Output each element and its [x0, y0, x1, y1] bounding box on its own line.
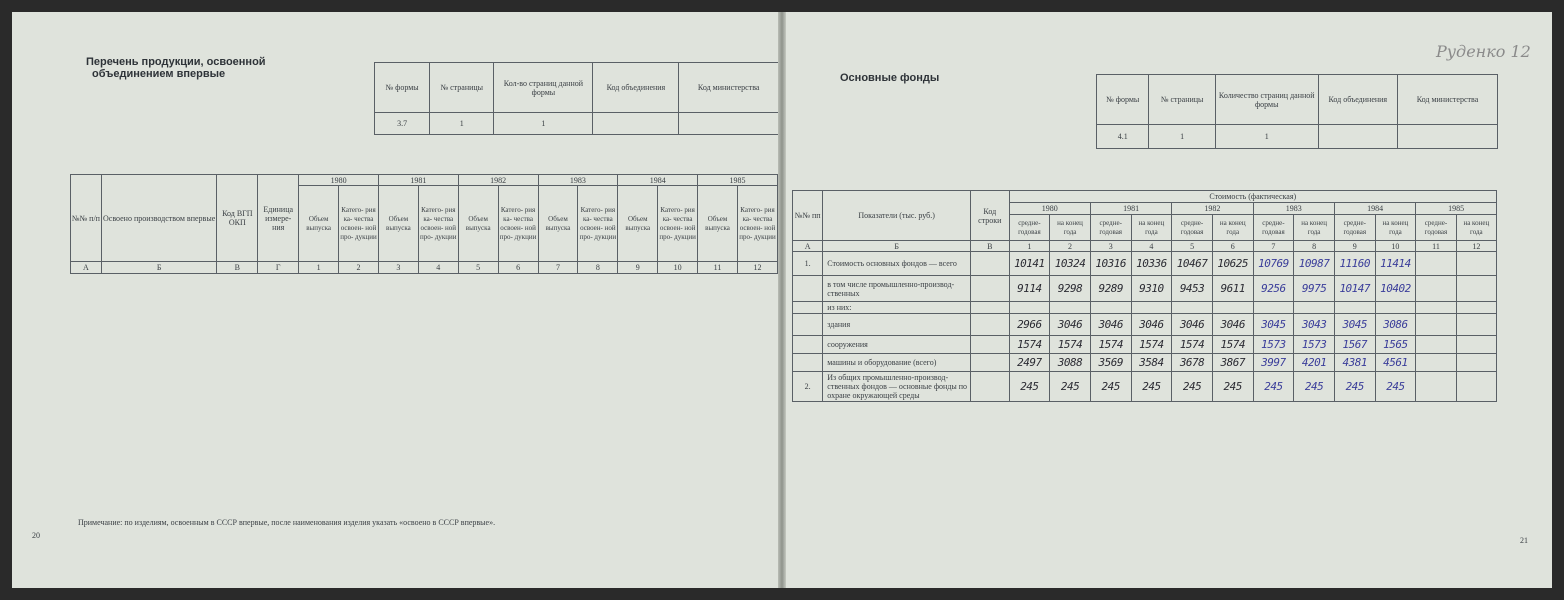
pencil-annotation: Руденко 12 — [1436, 42, 1531, 61]
category-header: Катего- рия ка- чества освоен- ной про- дукции — [418, 186, 458, 262]
value-cell — [1172, 302, 1213, 314]
col-number: 8 — [578, 262, 618, 274]
right-page — [786, 12, 1552, 588]
col-number: 6 — [498, 262, 538, 274]
value-cell — [1050, 302, 1091, 314]
volume-header: Объем выпуска — [378, 186, 418, 262]
right-form-header-table — [1096, 74, 1498, 149]
value-cell — [1131, 302, 1172, 314]
value-cell: 1574 — [1212, 336, 1253, 354]
col-number: 7 — [1253, 241, 1294, 252]
value-cell: 1574 — [1090, 336, 1131, 354]
col-product: Освоено производством впервые — [101, 175, 217, 262]
row-code — [971, 314, 1010, 336]
book-spine — [778, 12, 786, 588]
value-cell: 1574 — [1009, 336, 1050, 354]
left-title-line2: объединением впервые — [92, 68, 226, 80]
row-label: Стоимость основных фондов — всего — [823, 252, 971, 276]
value-cell: 10316 — [1090, 252, 1131, 276]
value-cell: 2966 — [1009, 314, 1050, 336]
association-code-header: Код объединения — [593, 63, 679, 113]
value-cell: 4561 — [1375, 354, 1416, 372]
col-number: 8 — [1294, 241, 1335, 252]
fixed-assets-table — [792, 190, 1497, 402]
value-cell: 4201 — [1294, 354, 1335, 372]
category-header: Катего- рия ка- чества освоен- ной про- дукции — [578, 186, 618, 262]
table-row — [793, 276, 1497, 302]
value-cell: 4381 — [1334, 354, 1375, 372]
col-number: 12 — [1456, 241, 1496, 252]
value-cell: 11160 — [1334, 252, 1375, 276]
table-row — [793, 252, 1497, 276]
value-cell: 2497 — [1009, 354, 1050, 372]
ministry-code-header: Код министерства — [1397, 75, 1497, 125]
col-number: 10 — [1375, 241, 1416, 252]
value-cell: 10324 — [1050, 252, 1091, 276]
end-header: на конец года — [1294, 215, 1335, 241]
value-cell: 1573 — [1294, 336, 1335, 354]
value-cell: 3088 — [1050, 354, 1091, 372]
value-cell — [1294, 302, 1335, 314]
cost-header: Стоимость (фактическая) — [1009, 191, 1496, 203]
col-number: 4 — [418, 262, 458, 274]
value-cell: 10987 — [1294, 252, 1335, 276]
pages-count-header: Кол-во страниц данной формы — [494, 63, 593, 113]
value-cell: 1573 — [1253, 336, 1294, 354]
table-row — [793, 372, 1497, 402]
volume-header: Объем выпуска — [458, 186, 498, 262]
value-cell — [1416, 336, 1456, 354]
row-code — [971, 302, 1010, 314]
value-cell: 245 — [1334, 372, 1375, 402]
col-number: 7 — [538, 262, 578, 274]
row-number — [793, 336, 823, 354]
col-number: 5 — [458, 262, 498, 274]
value-cell: 3046 — [1090, 314, 1131, 336]
value-cell — [1253, 302, 1294, 314]
col-number: 6 — [1212, 241, 1253, 252]
value-cell: 3045 — [1334, 314, 1375, 336]
value-cell: 1567 — [1334, 336, 1375, 354]
value-cell: 1565 — [1375, 336, 1416, 354]
avg-header: средне- годовая — [1416, 215, 1456, 241]
association-code-value — [593, 113, 679, 135]
value-cell: 245 — [1009, 372, 1050, 402]
letter-v: В — [971, 241, 1010, 252]
letter-v: В — [217, 262, 258, 274]
avg-header: средне- годовая — [1253, 215, 1294, 241]
col-number: 3 — [378, 262, 418, 274]
value-cell — [1009, 302, 1050, 314]
year-1985: 1985 — [1416, 203, 1497, 215]
letter-a: А — [71, 262, 102, 274]
col-num: №№ п/п — [71, 175, 102, 262]
row-code — [971, 252, 1010, 276]
row-code — [971, 276, 1010, 302]
letter-b: Б — [101, 262, 217, 274]
col-number: 9 — [618, 262, 658, 274]
value-cell — [1416, 314, 1456, 336]
value-cell — [1212, 302, 1253, 314]
row-number: 1. — [793, 252, 823, 276]
form-number-value: 3.7 — [375, 113, 430, 135]
value-cell — [1456, 336, 1496, 354]
row-code — [971, 354, 1010, 372]
value-cell: 245 — [1253, 372, 1294, 402]
association-code-value — [1318, 125, 1397, 149]
value-cell — [1416, 372, 1456, 402]
letter-a: А — [793, 241, 823, 252]
year-1982: 1982 — [458, 175, 538, 186]
col-indicator: Показатели (тыс. руб.) — [823, 191, 971, 241]
value-cell — [1416, 302, 1456, 314]
value-cell: 3046 — [1172, 314, 1213, 336]
data-rows — [793, 252, 1497, 402]
value-cell: 245 — [1294, 372, 1335, 402]
association-code-header: Код объединения — [1318, 75, 1397, 125]
form-number-header: № формы — [1097, 75, 1149, 125]
col-number: 4 — [1131, 241, 1172, 252]
form-number-value: 4.1 — [1097, 125, 1149, 149]
value-cell — [1456, 276, 1496, 302]
row-number — [793, 314, 823, 336]
volume-header: Объем выпуска — [538, 186, 578, 262]
row-number — [793, 354, 823, 372]
page-number: 20 — [32, 531, 40, 540]
value-cell: 3086 — [1375, 314, 1416, 336]
col-number: 2 — [1050, 241, 1091, 252]
page-number-header: № страницы — [1149, 75, 1215, 125]
ministry-code-value — [679, 113, 779, 135]
value-cell: 9114 — [1009, 276, 1050, 302]
year-1985: 1985 — [698, 175, 778, 186]
value-cell: 3584 — [1131, 354, 1172, 372]
value-cell: 10147 — [1334, 276, 1375, 302]
year-1980: 1980 — [1009, 203, 1090, 215]
row-code — [971, 336, 1010, 354]
category-header: Катего- рия ка- чества освоен- ной про- дукции — [658, 186, 698, 262]
volume-header: Объем выпуска — [299, 186, 339, 262]
col-number: 5 — [1172, 241, 1213, 252]
year-1984: 1984 — [618, 175, 698, 186]
col-row-code: Код строки — [971, 191, 1010, 241]
col-number: 3 — [1090, 241, 1131, 252]
year-1983: 1983 — [538, 175, 618, 186]
value-cell: 10769 — [1253, 252, 1294, 276]
end-header: на конец года — [1131, 215, 1172, 241]
end-header: на конец года — [1456, 215, 1496, 241]
value-cell: 245 — [1090, 372, 1131, 402]
value-cell: 9453 — [1172, 276, 1213, 302]
year-1984: 1984 — [1334, 203, 1415, 215]
value-cell: 10336 — [1131, 252, 1172, 276]
value-cell: 3046 — [1050, 314, 1091, 336]
value-cell: 9975 — [1294, 276, 1335, 302]
table-row — [793, 314, 1497, 336]
value-cell — [1456, 354, 1496, 372]
avg-header: средне- годовая — [1009, 215, 1050, 241]
row-label: здания — [823, 314, 971, 336]
avg-header: средне- годовая — [1172, 215, 1213, 241]
value-cell: 1574 — [1172, 336, 1213, 354]
value-cell: 245 — [1212, 372, 1253, 402]
value-cell: 11414 — [1375, 252, 1416, 276]
avg-header: средне- годовая — [1090, 215, 1131, 241]
right-title: Основные фонды — [840, 72, 940, 84]
page-number-header: № страницы — [430, 63, 494, 113]
year-1980: 1980 — [299, 175, 379, 186]
value-cell: 3046 — [1212, 314, 1253, 336]
col-num: №№ пп — [793, 191, 823, 241]
pages-count-value: 1 — [1215, 125, 1318, 149]
row-number — [793, 302, 823, 314]
col-unit: Единица измере- ния — [258, 175, 299, 262]
page-number-value: 1 — [1149, 125, 1215, 149]
value-cell: 1574 — [1050, 336, 1091, 354]
value-cell — [1416, 252, 1456, 276]
value-cell — [1090, 302, 1131, 314]
value-cell — [1456, 372, 1496, 402]
category-header: Катего- рия ка- чества освоен- ной про- дукции — [737, 186, 777, 262]
row-label: из них: — [823, 302, 971, 314]
row-number — [793, 276, 823, 302]
value-cell: 245 — [1050, 372, 1091, 402]
col-number: 1 — [1009, 241, 1050, 252]
row-number: 2. — [793, 372, 823, 402]
letter-b: Б — [823, 241, 971, 252]
value-cell: 3043 — [1294, 314, 1335, 336]
value-cell: 9289 — [1090, 276, 1131, 302]
ministry-code-header: Код министерства — [679, 63, 779, 113]
value-cell: 10141 — [1009, 252, 1050, 276]
year-1981: 1981 — [1090, 203, 1171, 215]
footnote: Примечание: по изделиям, освоенным в СССР впервые, после наименования изделия указать «освоено в СССР впервые». — [78, 518, 496, 527]
col-number: 10 — [658, 262, 698, 274]
value-cell: 9611 — [1212, 276, 1253, 302]
page-number: 21 — [1520, 536, 1528, 545]
value-cell — [1456, 252, 1496, 276]
col-number: 11 — [698, 262, 738, 274]
volume-header: Объем выпуска — [698, 186, 738, 262]
value-cell — [1375, 302, 1416, 314]
year-1983: 1983 — [1253, 203, 1334, 215]
left-title-line1: Перечень продукции, освоенной — [86, 56, 266, 68]
value-cell: 245 — [1172, 372, 1213, 402]
end-header: на конец года — [1050, 215, 1091, 241]
col-number: 11 — [1416, 241, 1456, 252]
value-cell: 1574 — [1131, 336, 1172, 354]
value-cell: 245 — [1375, 372, 1416, 402]
pages-count-value: 1 — [494, 113, 593, 135]
value-cell: 3569 — [1090, 354, 1131, 372]
col-number: 12 — [737, 262, 777, 274]
row-label: сооружения — [823, 336, 971, 354]
value-cell — [1456, 302, 1496, 314]
left-page — [12, 12, 778, 588]
page-number-value: 1 — [430, 113, 494, 135]
end-header: на конец года — [1212, 215, 1253, 241]
col-number: 2 — [339, 262, 379, 274]
end-header: на конец года — [1375, 215, 1416, 241]
col-number: 1 — [299, 262, 339, 274]
year-1982: 1982 — [1172, 203, 1253, 215]
value-cell: 3867 — [1212, 354, 1253, 372]
products-table — [70, 174, 778, 274]
row-label: машины и оборудование (всего) — [823, 354, 971, 372]
value-cell: 9298 — [1050, 276, 1091, 302]
left-form-header-table — [374, 62, 779, 135]
category-header: Катего- рия ка- чества освоен- ной про- дукции — [339, 186, 379, 262]
value-cell — [1456, 314, 1496, 336]
value-cell: 245 — [1131, 372, 1172, 402]
value-cell — [1334, 302, 1375, 314]
value-cell — [1416, 354, 1456, 372]
value-cell: 10467 — [1172, 252, 1213, 276]
avg-header: средне- годовая — [1334, 215, 1375, 241]
value-cell: 10402 — [1375, 276, 1416, 302]
value-cell: 3997 — [1253, 354, 1294, 372]
table-row — [793, 336, 1497, 354]
category-header: Катего- рия ка- чества освоен- ной про- дукции — [498, 186, 538, 262]
row-code — [971, 372, 1010, 402]
value-cell — [1416, 276, 1456, 302]
year-1981: 1981 — [378, 175, 458, 186]
row-label: Из общих промышленно-производ- ственных фондов — основные фонды по охране окружающей среды — [823, 372, 971, 402]
table-row — [793, 302, 1497, 314]
ministry-code-value — [1397, 125, 1497, 149]
value-cell: 9256 — [1253, 276, 1294, 302]
value-cell: 3046 — [1131, 314, 1172, 336]
letter-g: Г — [258, 262, 299, 274]
value-cell: 3678 — [1172, 354, 1213, 372]
volume-header: Объем выпуска — [618, 186, 658, 262]
value-cell: 10625 — [1212, 252, 1253, 276]
col-number: 9 — [1334, 241, 1375, 252]
form-number-header: № формы — [375, 63, 430, 113]
pages-count-header: Количество страниц данной формы — [1215, 75, 1318, 125]
table-row — [793, 354, 1497, 372]
col-code: Код ВГП ОКП — [217, 175, 258, 262]
value-cell: 9310 — [1131, 276, 1172, 302]
value-cell: 3045 — [1253, 314, 1294, 336]
row-label: в том числе промышленно-производ- ственных — [823, 276, 971, 302]
